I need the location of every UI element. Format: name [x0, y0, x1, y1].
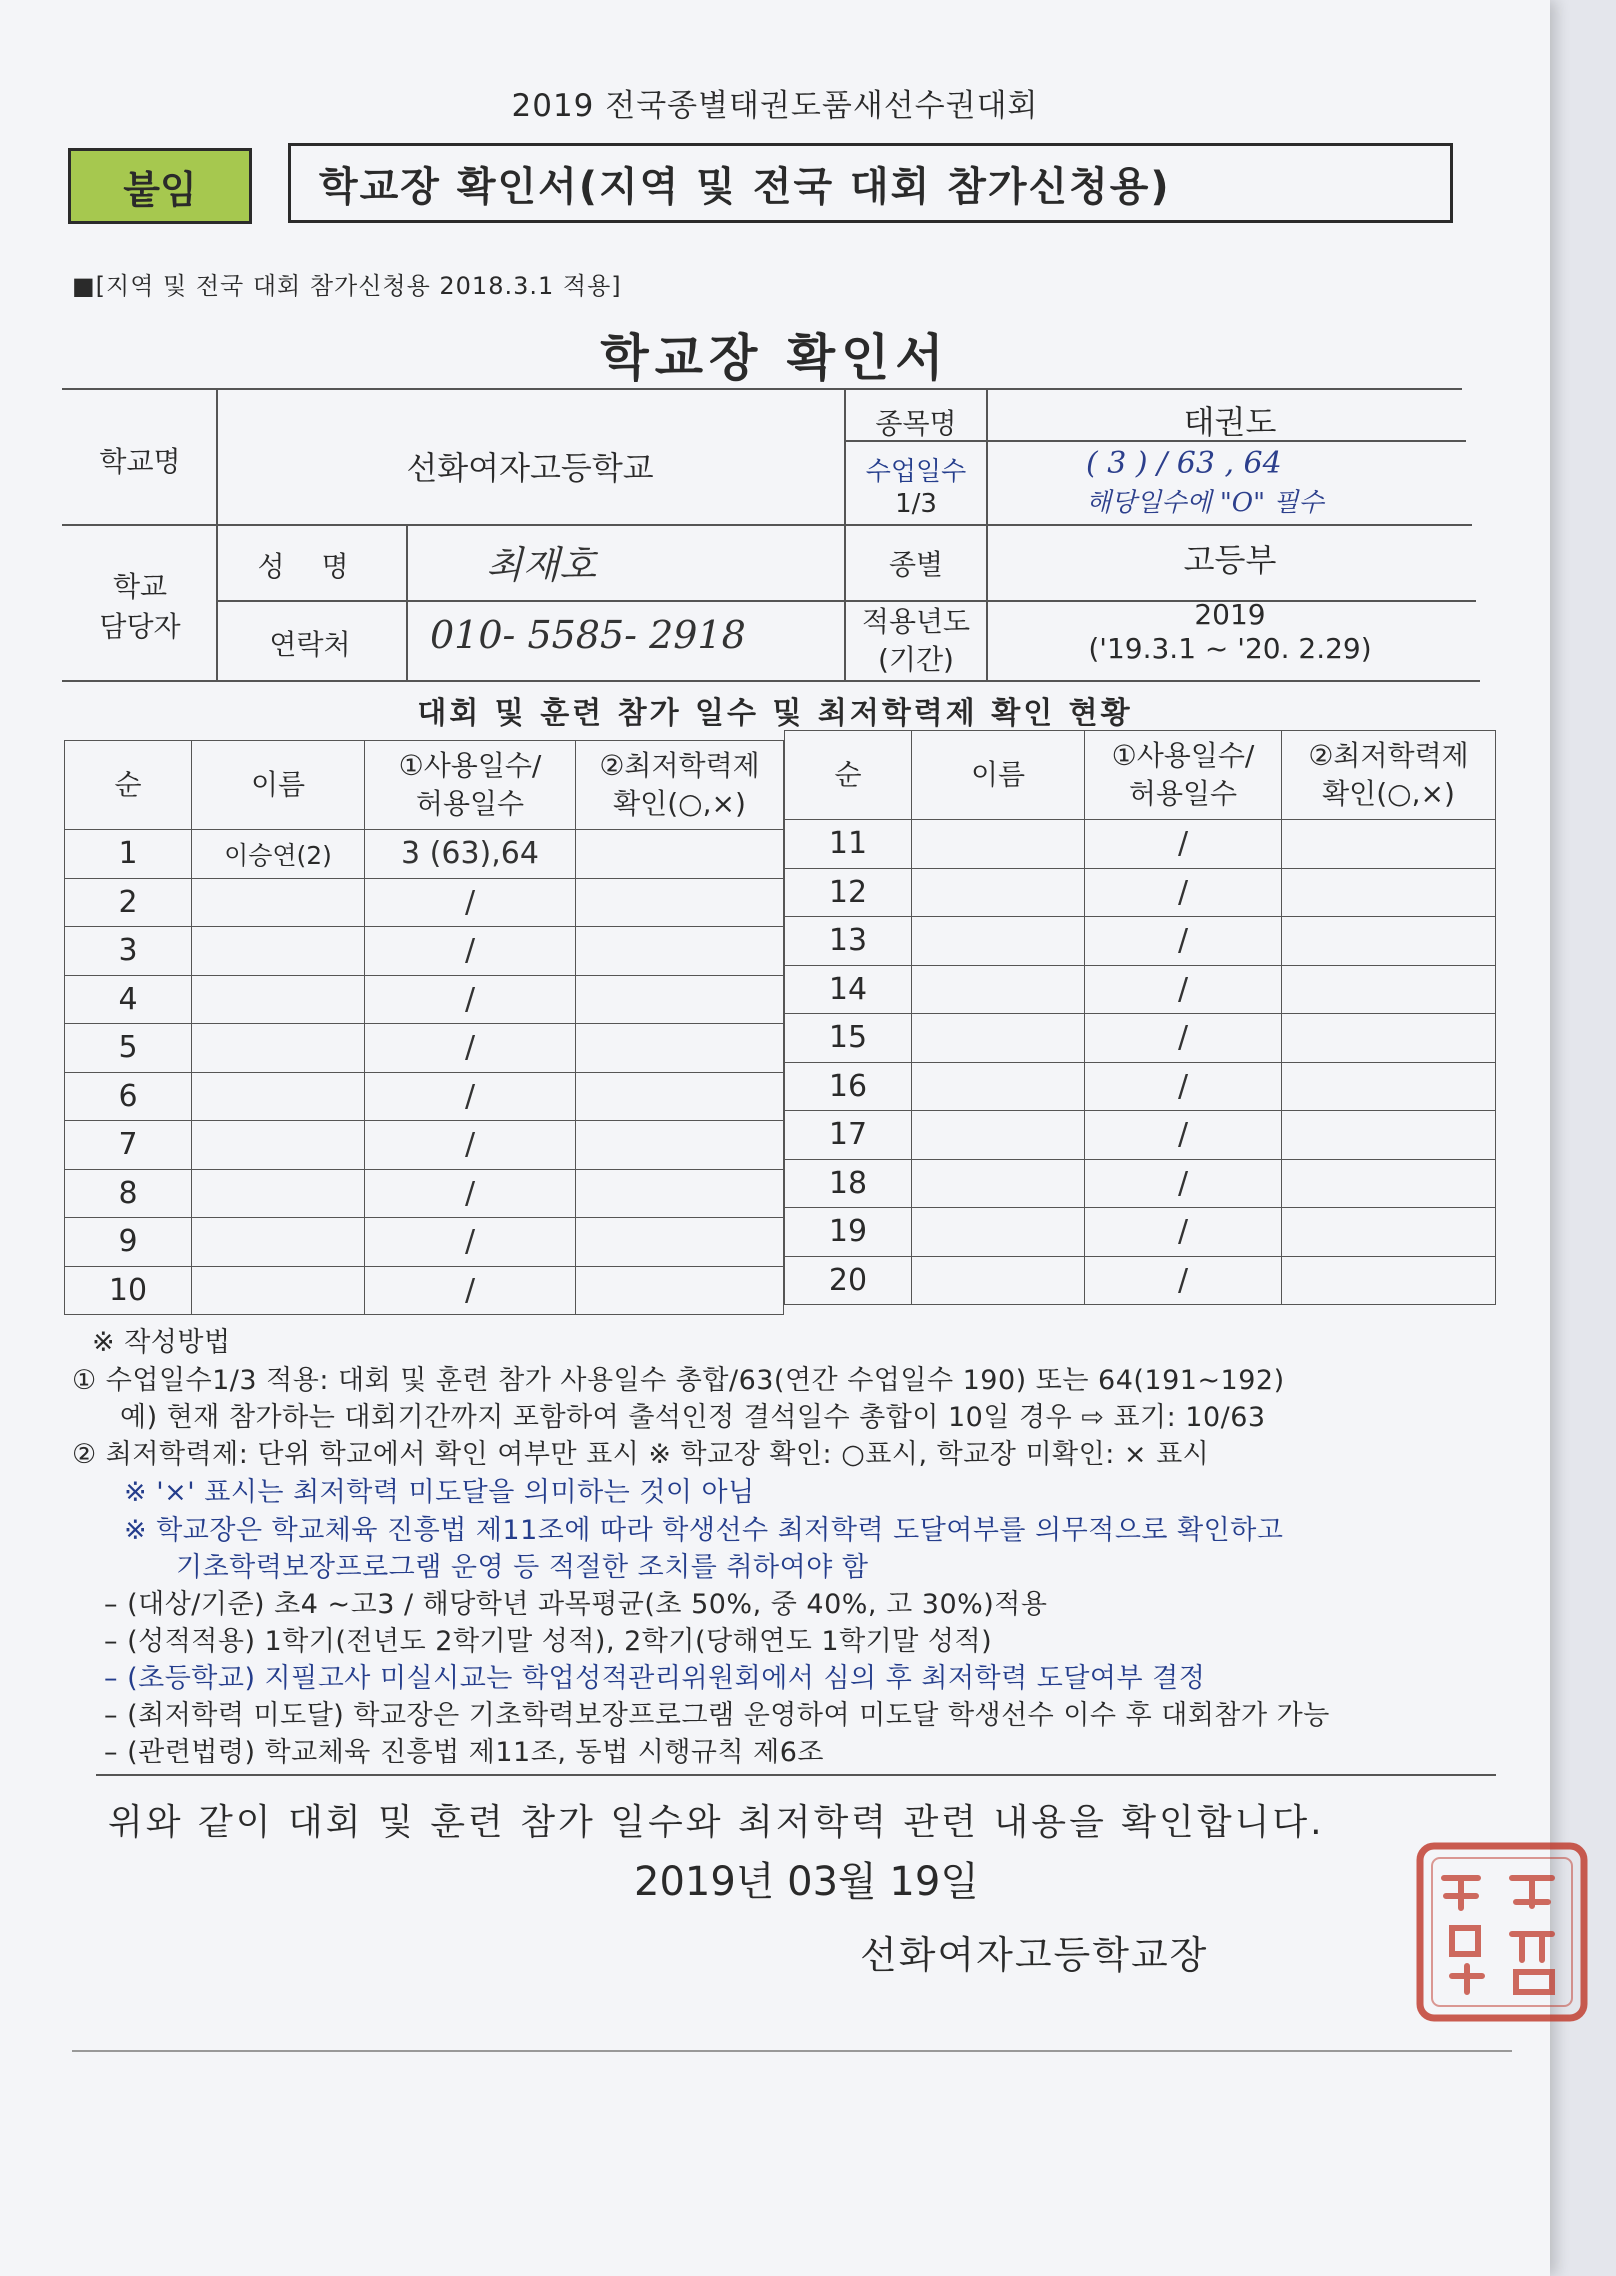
row-name-cell: [912, 1062, 1085, 1111]
row-min-cell: [1282, 917, 1496, 966]
left-rows: [65, 830, 784, 1315]
table-row: [785, 917, 1496, 966]
row-name-cell: [192, 1072, 365, 1121]
row-name-cell: [912, 965, 1085, 1014]
status-title: 대회 및 훈련 참가 일수 및 최저학력제 확인 현황: [417, 696, 1133, 731]
col-days-header: [1085, 731, 1282, 820]
row-name-cell: [192, 1024, 365, 1073]
table-row: [785, 1208, 1496, 1257]
table-row: [785, 820, 1496, 869]
form-heading: 학교장 확인서(지역 및 전국 대회 참가신청용): [288, 143, 1453, 223]
row-name-cell: [192, 927, 365, 976]
row-min-cell: [576, 878, 784, 927]
row-name-cell: [192, 1121, 365, 1170]
col-days-header-line1: ①사용일수/: [398, 749, 542, 782]
status-table-left: [64, 740, 784, 1315]
row-number-cell: 3: [65, 927, 192, 976]
table-row: [785, 1062, 1496, 1111]
row-name-cell: [912, 1014, 1085, 1063]
table-row: [785, 1256, 1496, 1305]
instruction-2: ② 최저학력제: 단위 학교에서 확인 여부만 표시 ※ 학교장 확인: ○표시, 학교장 미확인: × 표시: [72, 1439, 1210, 1470]
class-days-fraction-label: 1/3: [895, 489, 937, 519]
row-days-cell: /: [1085, 1014, 1282, 1063]
col-days-header-line2: 허용일수: [415, 787, 525, 820]
row-min-cell: [576, 1024, 784, 1073]
row-name-cell: [192, 975, 365, 1024]
row-days-cell: /: [1085, 1256, 1282, 1305]
table-row: [785, 1111, 1496, 1160]
row-name-cell: [912, 868, 1085, 917]
event-title: 2019 전국종별태권도품새선수권대회: [511, 88, 1039, 124]
row-number-cell: 8: [65, 1169, 192, 1218]
row-name-cell: [912, 1256, 1085, 1305]
col-days-header: [365, 741, 576, 830]
row-min-cell: [1282, 1111, 1496, 1160]
row-name-cell: [912, 917, 1085, 966]
row-days-cell: /: [1085, 917, 1282, 966]
class-days-note: 해당일수에 "O" 필수: [1086, 488, 1324, 518]
row-name-cell: 이승연(2): [192, 830, 365, 879]
row-number-cell: 10: [65, 1266, 192, 1315]
row-min-cell: [576, 1218, 784, 1267]
row-number-cell: 11: [785, 820, 912, 869]
row-number-cell: 16: [785, 1062, 912, 1111]
row-name-cell: [912, 1159, 1085, 1208]
table-row: [785, 1159, 1496, 1208]
row-number-cell: 4: [65, 975, 192, 1024]
instruction-1: ① 수업일수1/3 적용: 대회 및 훈련 참가 사용일수 총합/63(연간 수업일수 190) 또는 64(191~192): [72, 1365, 1285, 1396]
table-row: [65, 975, 784, 1024]
row-number-cell: 13: [785, 917, 912, 966]
row-name-cell: [192, 1266, 365, 1315]
table-row: [65, 1266, 784, 1315]
row-number-cell: 19: [785, 1208, 912, 1257]
row-number-cell: 7: [65, 1121, 192, 1170]
row-days-cell: /: [365, 975, 576, 1024]
row-days-cell: /: [365, 1266, 576, 1315]
phone-label: 연락처: [269, 628, 351, 661]
row-min-cell: [1282, 965, 1496, 1014]
table-row: [65, 830, 784, 879]
right-rows: [785, 820, 1496, 1305]
class-days-value: ( 3 ) / 63 , 64: [1086, 446, 1282, 481]
instruction-note-principal-2: 기초학력보장프로그램 운영 등 적절한 조치를 취하여야 함: [176, 1552, 869, 1583]
col-min-header: [576, 741, 784, 830]
table-row: [65, 1121, 784, 1170]
instruction-elementary: – (초등학교) 지필고사 미실시교는 학업성적관리위원회에서 심의 후 최저학력 도달여부 결정: [104, 1663, 1206, 1694]
table-row: [785, 965, 1496, 1014]
instruction-law: – (관련법령) 학교체육 진흥법 제11조, 동법 시행규칙 제6조: [104, 1737, 824, 1768]
division-label: 종별: [888, 548, 944, 581]
table-header-row: [65, 741, 784, 830]
row-number-cell: 12: [785, 868, 912, 917]
division-value: 고등부: [1183, 541, 1277, 579]
instruction-not-reached: – (최저학력 미도달) 학교장은 기초학력보장프로그램 운영하여 미도달 학생선수 이수 후 대회참가 가능: [104, 1700, 1330, 1731]
row-days-cell: /: [1085, 1208, 1282, 1257]
table-row: [65, 1024, 784, 1073]
row-days-cell: /: [1085, 965, 1282, 1014]
row-min-cell: [1282, 868, 1496, 917]
instruction-1-example: 예) 현재 참가하는 대회기간까지 포함하여 출석인정 결석일수 총합이 10일 경우 ⇨ 표기: 10/63: [120, 1402, 1266, 1433]
instruction-note-principal: ※ 학교장은 학교체육 진흥법 제11조에 따라 학생선수 최저학력 도달여부를 의무적으로 확인하고: [124, 1515, 1284, 1546]
col-name-header: 이름: [192, 741, 365, 830]
instruction-note-x: ※ '×' 표시는 최저학력 미도달을 의미하는 것이 아님: [124, 1477, 755, 1508]
row-days-cell: /: [365, 1121, 576, 1170]
instructions-heading: ※ 작성방법: [92, 1327, 231, 1358]
contact-label-2: 담당자: [99, 610, 181, 643]
table-header-row: [785, 731, 1496, 820]
col-no-header: 순: [65, 741, 192, 830]
table-row: [65, 1169, 784, 1218]
col-min-header-line1: ②최저학력제: [1308, 739, 1469, 772]
year-label-1: 적용년도: [861, 605, 971, 638]
row-days-cell: /: [365, 1218, 576, 1267]
row-days-cell: /: [1085, 1062, 1282, 1111]
row-min-cell: [1282, 1014, 1496, 1063]
row-number-cell: 1: [65, 830, 192, 879]
year-value-2: ('19.3.1 ~ '20. 2.29): [1088, 632, 1372, 665]
row-days-cell: /: [1085, 1111, 1282, 1160]
row-min-cell: [576, 1266, 784, 1315]
row-number-cell: 18: [785, 1159, 912, 1208]
row-name-cell: [192, 1169, 365, 1218]
row-min-cell: [576, 1121, 784, 1170]
row-days-cell: 3 (63),64: [365, 830, 576, 879]
row-days-cell: /: [1085, 868, 1282, 917]
row-min-cell: [1282, 1062, 1496, 1111]
class-days-label: 수업일수: [865, 457, 967, 487]
attachment-badge: 붙임: [68, 148, 252, 224]
school-label: 학교명: [99, 445, 181, 478]
row-number-cell: 15: [785, 1014, 912, 1063]
confirmation-statement: 위와 같이 대회 및 훈련 참가 일수와 최저학력 관련 내용을 확인합니다.: [108, 1802, 1325, 1843]
table-row: [65, 927, 784, 976]
row-days-cell: /: [365, 1072, 576, 1121]
row-days-cell: /: [365, 878, 576, 927]
row-min-cell: [576, 1169, 784, 1218]
year-value-1: 2019: [1194, 598, 1266, 631]
status-table-right: [784, 730, 1496, 1305]
table-row: [65, 1218, 784, 1267]
row-days-cell: /: [365, 1024, 576, 1073]
row-days-cell: /: [365, 927, 576, 976]
row-number-cell: 14: [785, 965, 912, 1014]
school-value: 선화여자고등학교: [406, 449, 654, 487]
col-min-header-line1: ②최저학력제: [599, 749, 760, 782]
sport-label: 종목명: [875, 407, 957, 440]
col-min-header: [1282, 731, 1496, 820]
contact-name-value: 최재호: [486, 543, 597, 587]
table-row: [785, 1014, 1496, 1063]
row-min-cell: [1282, 1208, 1496, 1257]
instruction-grades: – (성적적용) 1학기(전년도 2학기말 성적), 2학기(당해연도 1학기말 성적): [104, 1626, 993, 1657]
col-name-header: 이름: [912, 731, 1085, 820]
row-days-cell: /: [1085, 820, 1282, 869]
col-days-header-line2: 허용일수: [1128, 777, 1238, 810]
row-number-cell: 9: [65, 1218, 192, 1267]
row-number-cell: 6: [65, 1072, 192, 1121]
row-name-cell: [912, 1111, 1085, 1160]
col-days-header-line1: ①사용일수/: [1111, 739, 1255, 772]
row-number-cell: 5: [65, 1024, 192, 1073]
principal-name: 선화여자고등학교장: [860, 1933, 1209, 1977]
row-number-cell: 20: [785, 1256, 912, 1305]
col-min-header-line2: 확인(○,×): [1322, 777, 1455, 810]
row-days-cell: /: [1085, 1159, 1282, 1208]
applicability-note: ■[지역 및 전국 대회 참가신청용 2018.3.1 적용]: [72, 272, 622, 300]
row-name-cell: [192, 1218, 365, 1267]
year-label-2: (기간): [878, 643, 954, 676]
row-number-cell: 2: [65, 878, 192, 927]
instruction-target: – (대상/기준) 초4 ~고3 / 해당학년 과목평균(초 50%, 중 40%, 고 30%)적용: [104, 1589, 1048, 1620]
table-row: [785, 868, 1496, 917]
contact-label-1: 학교: [112, 570, 168, 603]
col-min-header-line2: 확인(○,×): [613, 787, 746, 820]
confirmation-date: 2019년 03월 19일: [634, 1859, 979, 1905]
row-min-cell: [576, 830, 784, 879]
row-min-cell: [1282, 820, 1496, 869]
row-days-cell: /: [365, 1169, 576, 1218]
principal-seal-stamp: [1412, 1838, 1592, 2026]
row-min-cell: [1282, 1256, 1496, 1305]
row-min-cell: [1282, 1159, 1496, 1208]
name-label: 성 명: [257, 550, 363, 583]
row-name-cell: [912, 1208, 1085, 1257]
row-name-cell: [192, 878, 365, 927]
row-number-cell: 17: [785, 1111, 912, 1160]
row-min-cell: [576, 927, 784, 976]
phone-value: 010- 5585- 2918: [430, 613, 746, 657]
table-row: [65, 1072, 784, 1121]
row-min-cell: [576, 975, 784, 1024]
row-min-cell: [576, 1072, 784, 1121]
document-title: 학교장 확인서: [600, 329, 950, 387]
sport-value: 태권도: [1183, 403, 1277, 441]
table-row: [65, 878, 784, 927]
row-name-cell: [912, 820, 1085, 869]
col-no-header: 순: [785, 731, 912, 820]
